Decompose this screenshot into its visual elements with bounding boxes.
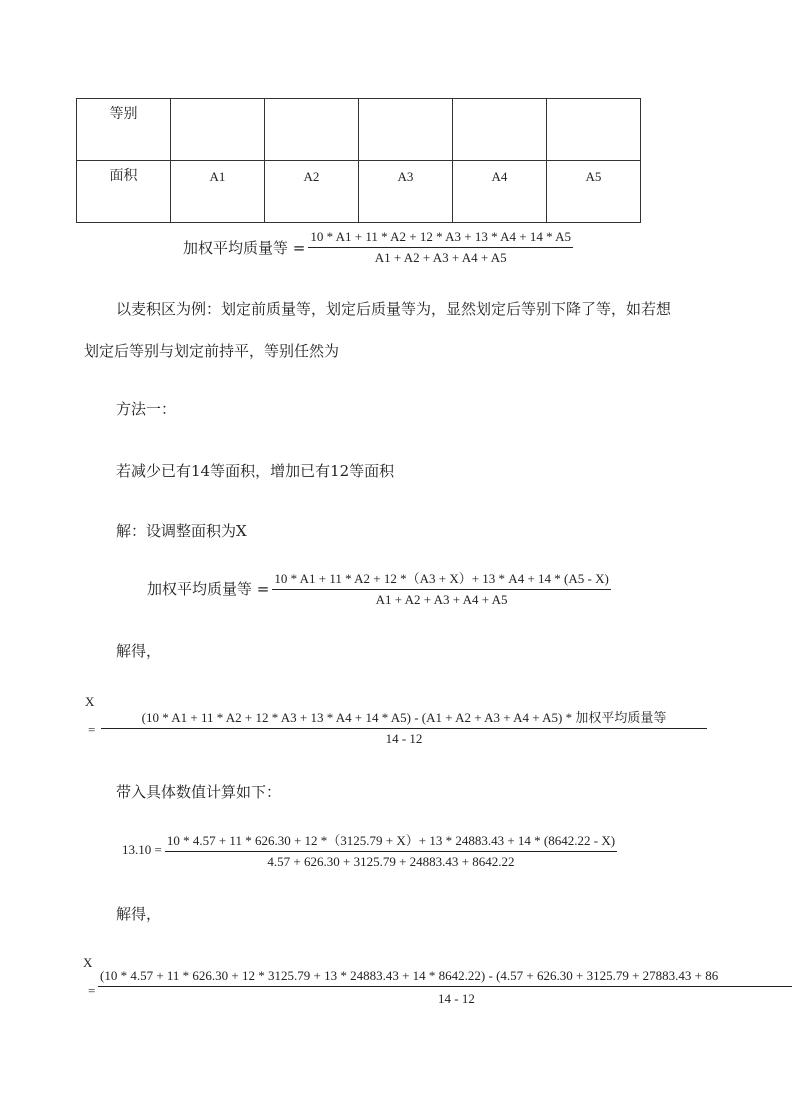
formula-lhs: 13.10 =: [122, 842, 162, 857]
formula-fraction: [272, 568, 610, 608]
grade-cell-2: [265, 99, 358, 107]
table-cell: [547, 99, 641, 161]
table-cell: [359, 161, 453, 223]
formula-fraction: [165, 830, 617, 870]
formula-weighted-average: [183, 229, 573, 266]
formula-fraction: [308, 229, 573, 266]
table-cell: [547, 161, 641, 223]
result-label: 解得，: [116, 642, 162, 660]
grade-cell-4: [453, 99, 546, 107]
row-label-area: 面积: [109, 168, 138, 184]
table-cell: [265, 161, 359, 223]
area-cell-4: A4: [491, 169, 508, 184]
area-cell-2: A2: [303, 169, 320, 184]
formula-adjusted-average: [147, 568, 611, 608]
table-row-area: [77, 161, 641, 223]
table-cell: [453, 99, 547, 161]
solution-intro: 解：设调整面积为X: [116, 522, 247, 540]
table-header-cell: [77, 161, 171, 223]
grade-cell-5: [547, 99, 640, 107]
formula-variable-x: X: [85, 694, 95, 709]
area-cell-1: A1: [209, 169, 226, 184]
area-cell-5: A5: [585, 169, 602, 184]
formula-denominator: 4.57 + 626.30 + 3125.79 + 24883.43 + 8642.22: [267, 854, 515, 869]
table-cell: [265, 99, 359, 161]
table-cell: [171, 99, 265, 161]
formula-numeric: [122, 830, 617, 870]
formula-lhs: 加权平均质量等 =: [183, 239, 306, 257]
formula-denominator: A1 + A2 + A3 + A4 + A5: [374, 250, 507, 265]
formula-numerator: 10 * 4.57 + 11 * 626.30 + 12 *（3125.79 + X）+ 13 * 24883.43 + 14 * (8642.22 - X): [165, 830, 617, 852]
case-description: 若减少已有14等面积，增加已有12等面积: [116, 462, 395, 480]
formula-numerator: (10 * 4.57 + 11 * 626.30 + 12 * 3125.79 + 13 * 24883.43 + 14 * 8642.22) - (4.57 + 626.30 + 3125.79 + 27883.43 + 86: [98, 968, 792, 987]
grade-cell-3: [359, 99, 452, 107]
table-header-cell: [77, 99, 171, 161]
formula-numerator: 10 * A1 + 11 * A2 + 12 *（A3 + X）+ 13 * A4 + 14 * (A5 - X): [272, 568, 610, 590]
formula-clip: [98, 968, 792, 1012]
formula-solve-x: [101, 707, 707, 747]
area-cell-3: A3: [397, 169, 414, 184]
table-cell: [171, 161, 265, 223]
table-cell: [453, 161, 547, 223]
result-label: 解得，: [116, 905, 162, 923]
formula-numerator: 10 * A1 + 11 * A2 + 12 * A3 + 13 * A4 + 14 * A5: [308, 229, 573, 248]
substitute-label: 带入具体数值计算如下：: [116, 783, 282, 801]
method-heading: 方法一：: [116, 400, 177, 418]
table-cell: [359, 99, 453, 161]
formula-equals: =: [88, 722, 96, 737]
formula-equals: =: [88, 983, 96, 998]
formula-numerator: (10 * A1 + 11 * A2 + 12 * A3 + 13 * A4 + 14 * A5) - (A1 + A2 + A3 + A4 + A5) * 加权平均质量等: [101, 707, 707, 729]
formula-denominator: A1 + A2 + A3 + A4 + A5: [375, 592, 508, 607]
formula-denominator: 14 - 12: [438, 991, 475, 1006]
row-label-grade: 等别: [109, 106, 138, 122]
formula-denominator: 14 - 12: [385, 731, 423, 746]
table-row-grade: [77, 99, 641, 161]
paragraph-line: 划定后等别与划定前持平，等别任然为: [84, 342, 340, 360]
paragraph-line: 以麦积区为例：划定前质量等，划定后质量等为，显然划定后等别下降了等，如若想: [116, 300, 672, 318]
grade-cell-1: [171, 99, 264, 107]
formula-variable-x: X: [83, 955, 93, 970]
formula-lhs: 加权平均质量等 =: [147, 579, 270, 598]
grade-area-table: [76, 98, 641, 223]
